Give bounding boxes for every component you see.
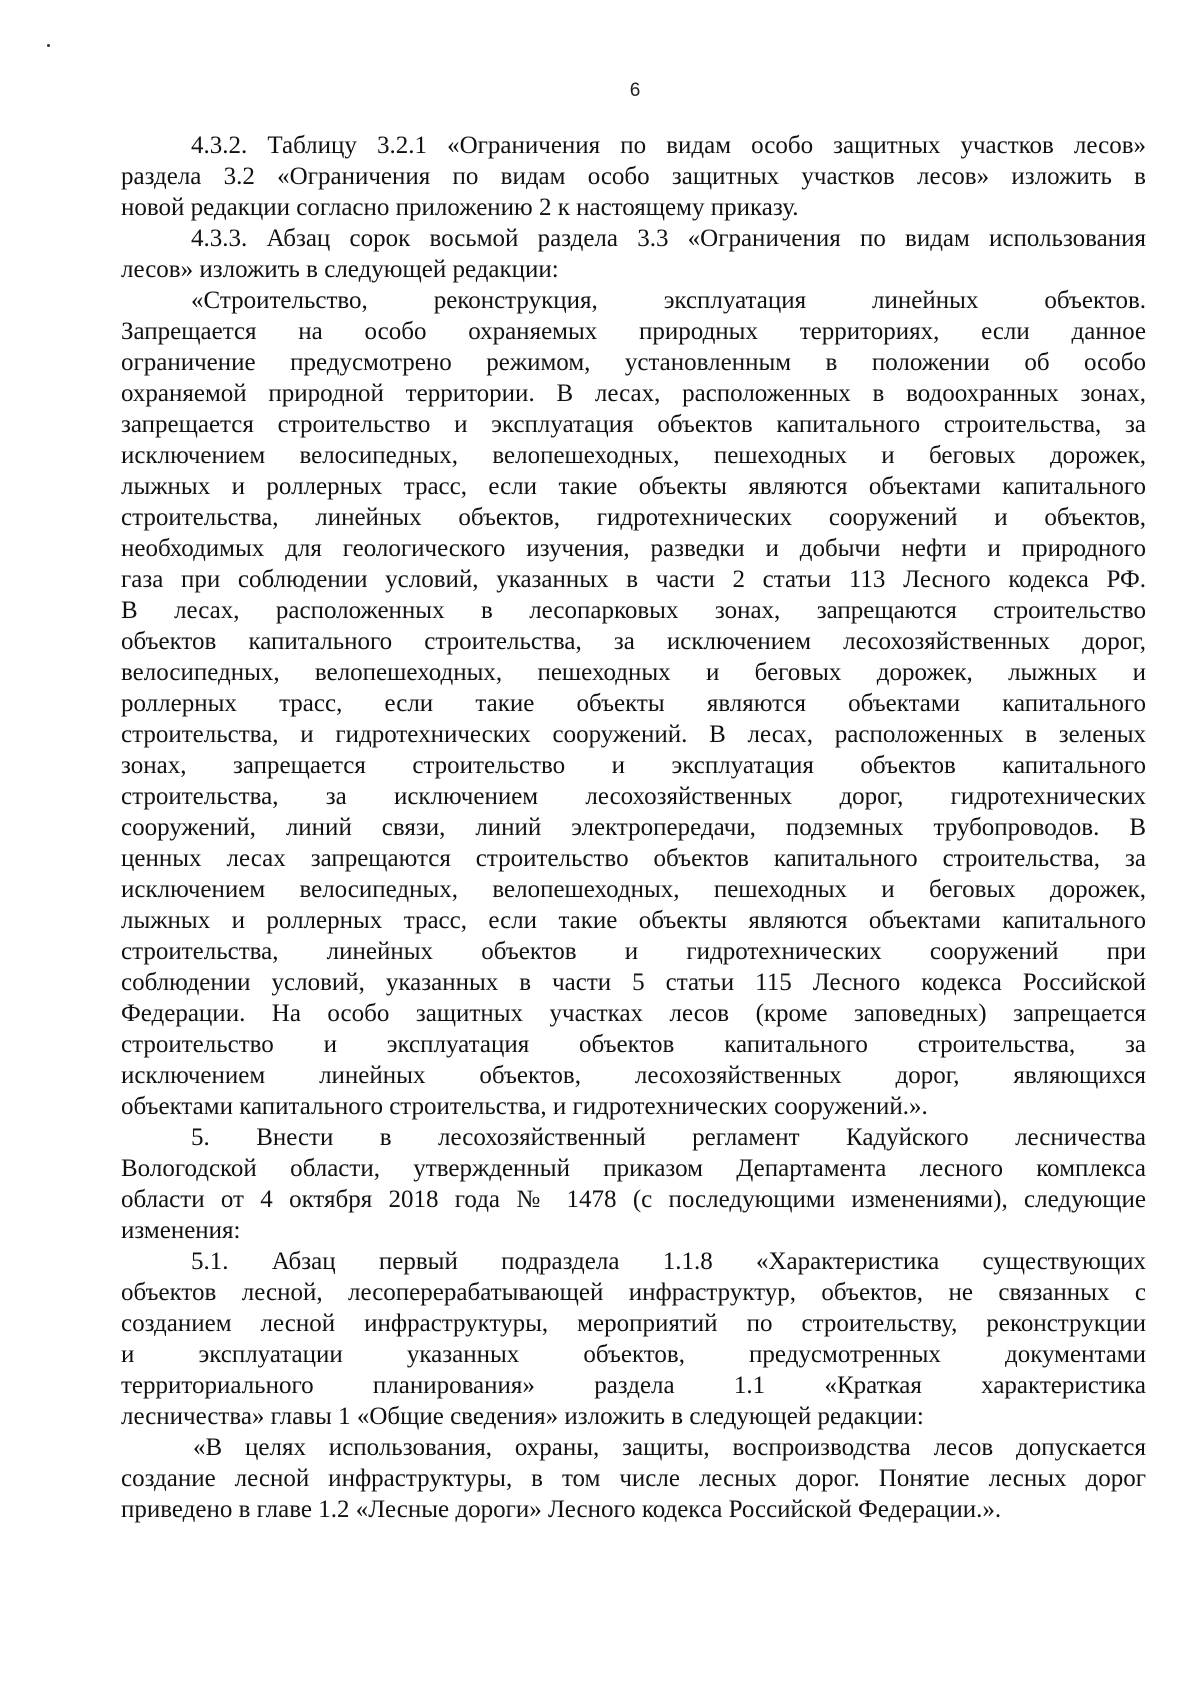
text-line: 5.1. Абзац первый подраздела 1.1.8 «Характеристика существующих bbox=[191, 1248, 1146, 1275]
text-line: строительство и эксплуатация объектов капитального строительства, за bbox=[121, 1031, 1146, 1058]
text-line: охраняемой природной территории. В лесах, расположенных в водоохранных зонах, bbox=[121, 380, 1146, 407]
text-line: 4.3.2. Таблицу 3.2.1 «Ограничения по видам особо защитных участков лесов» bbox=[191, 132, 1146, 159]
text-line: строительства, за исключением лесохозяйственных дорог, гидротехнических bbox=[121, 783, 1146, 810]
text-line: велосипедных, велопешеходных, пешеходных и беговых дорожек, лыжных и bbox=[121, 659, 1146, 686]
document-body bbox=[121, 130, 1146, 1525]
text-line: В лесах, расположенных в лесопарковых зонах, запрещаются строительство bbox=[121, 597, 1146, 624]
text-line: созданием лесной инфраструктуры, мероприятий по строительству, реконструкции bbox=[121, 1310, 1146, 1337]
text-line: строительства, линейных объектов, гидротехнических сооружений и объектов, bbox=[121, 504, 1146, 531]
text-line: Вологодской области, утвержденный приказом Департамента лесного комплекса bbox=[121, 1155, 1146, 1182]
scan-speck bbox=[47, 44, 50, 47]
text-line: строительства, и гидротехнических сооружений. В лесах, расположенных в зеленых bbox=[121, 721, 1146, 748]
text-line: изменения: bbox=[121, 1217, 241, 1244]
text-line: области от 4 октября 2018 года № 1478 (с последующими изменениями), следующие bbox=[121, 1186, 1146, 1213]
text-line: исключением велосипедных, велопешеходных, пешеходных и беговых дорожек, bbox=[121, 442, 1146, 469]
text-line: газа при соблюдении условий, указанных в части 2 статьи 113 Лесного кодекса РФ. bbox=[121, 566, 1146, 593]
text-line: необходимых для геологического изучения, разведки и добычи нефти и природного bbox=[121, 535, 1146, 562]
text-line: территориального планирования» раздела 1.1 «Краткая характеристика bbox=[121, 1372, 1146, 1399]
text-line: лесничества» главы 1 «Общие сведения» изложить в следующей редакции: bbox=[121, 1403, 924, 1430]
text-line: 5. Внести в лесохозяйственный регламент Кадуйского лесничества bbox=[191, 1124, 1146, 1151]
text-line: лыжных и роллерных трасс, если такие объекты являются объектами капитального bbox=[121, 473, 1146, 500]
text-line: объектов капитального строительства, за исключением лесохозяйственных дорог, bbox=[121, 628, 1146, 655]
text-line: 4.3.3. Абзац сорок восьмой раздела 3.3 «Ограничения по видам использования bbox=[191, 225, 1146, 252]
text-line: и эксплуатации указанных объектов, предусмотренных документами bbox=[121, 1341, 1146, 1368]
text-line: новой редакции согласно приложению 2 к настоящему приказу. bbox=[121, 194, 799, 221]
text-line: строительства, линейных объектов и гидротехнических сооружений при bbox=[121, 938, 1146, 965]
text-line: «В целях использования, охраны, защиты, воспроизводства лесов допускается bbox=[193, 1434, 1146, 1461]
text-line: ограничение предусмотрено режимом, установленным в положении об особо bbox=[121, 349, 1146, 376]
text-line: Федерации. На особо защитных участках лесов (кроме заповедных) запрещается bbox=[121, 1000, 1146, 1027]
text-line: «Строительство, реконструкция, эксплуатация линейных объектов. bbox=[191, 287, 1146, 314]
text-line: исключением велосипедных, велопешеходных, пешеходных и беговых дорожек, bbox=[121, 876, 1146, 903]
text-line: сооружений, линий связи, линий электропередачи, подземных трубопроводов. В bbox=[121, 814, 1146, 841]
text-line: роллерных трасс, если такие объекты являются объектами капитального bbox=[121, 690, 1146, 717]
text-line: Запрещается на особо охраняемых природных территориях, если данное bbox=[121, 318, 1146, 345]
text-line: объектов лесной, лесоперерабатывающей инфраструктур, объектов, не связанных с bbox=[121, 1279, 1146, 1306]
text-line: исключением линейных объектов, лесохозяйственных дорог, являющихся bbox=[121, 1062, 1146, 1089]
page-number: 6 bbox=[629, 80, 641, 101]
text-line: зонах, запрещается строительство и эксплуатация объектов капитального bbox=[121, 752, 1146, 779]
text-line: соблюдении условий, указанных в части 5 статьи 115 Лесного кодекса Российской bbox=[121, 969, 1146, 996]
text-line: ценных лесах запрещаются строительство объектов капитального строительства, за bbox=[121, 845, 1146, 872]
text-line: лыжных и роллерных трасс, если такие объекты являются объектами капитального bbox=[121, 907, 1146, 934]
text-line: раздела 3.2 «Ограничения по видам особо защитных участков лесов» изложить в bbox=[121, 163, 1146, 190]
text-line: приведено в главе 1.2 «Лесные дороги» Лесного кодекса Российской Федерации.». bbox=[121, 1496, 1002, 1523]
text-line: объектами капитального строительства, и гидротехнических сооружений.». bbox=[121, 1093, 928, 1120]
text-line: создание лесной инфраструктуры, в том числе лесных дорог. Понятие лесных дорог bbox=[121, 1465, 1146, 1492]
text-line: запрещается строительство и эксплуатация объектов капитального строительства, за bbox=[121, 411, 1146, 438]
text-line: лесов» изложить в следующей редакции: bbox=[121, 256, 559, 283]
